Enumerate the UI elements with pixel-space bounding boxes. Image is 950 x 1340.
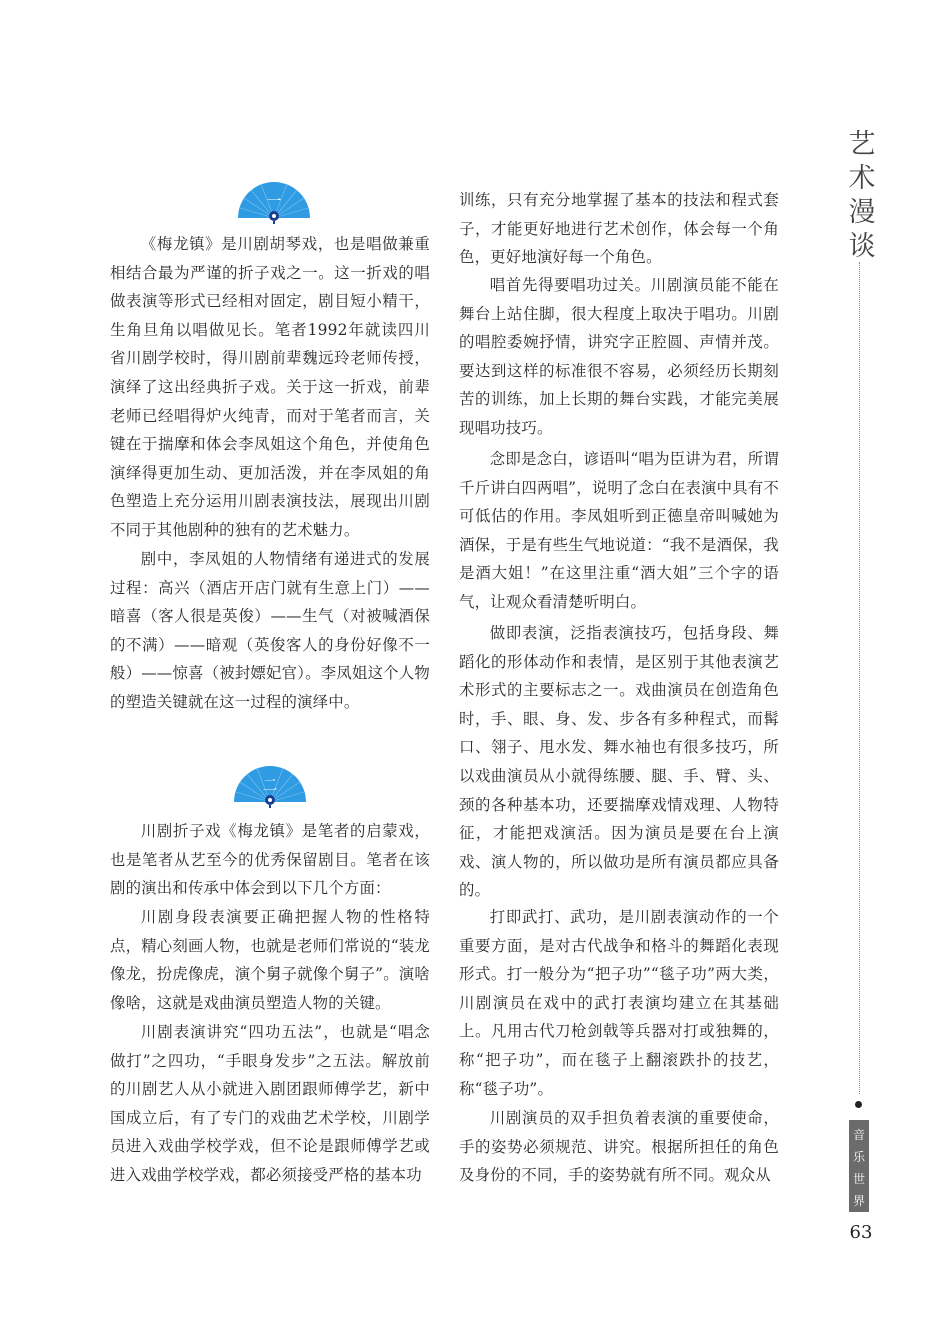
magazine-char: 音 <box>852 1128 865 1142</box>
column-title-char: 谈 <box>848 231 876 262</box>
dotted-divider <box>859 262 860 1094</box>
paragraph: 《梅龙镇》是川剧胡琴戏，也是唱做兼重相结合最为严谨的折子戏之一。这一折戏的唱做表演等形式已经相对固定，剧目短小精干，生角旦角以唱做见长。笔者1992年就读四川省川剧学校时，得川剧前辈魏远玲老师传授，演绎了这出经典折子戏。关于这一折戏，前辈老师已经唱得炉火纯青，而对于笔者而言，关键在于揣摩和体会李凤姐这个角色，并使角色演绎得更加生动、更加活泼，并在李凤姐的角色塑造上充分运用川剧表演技法，展现出川剧不同于其他剧种的独有的艺术魅力。 <box>110 235 430 539</box>
magazine-char: 乐 <box>852 1150 865 1164</box>
paragraph: 剧中，李凤姐的人物情绪有递进式的发展过程：高兴（酒店开店门就有生意上门）——暗喜（客人很是英俊）——生气（对被喊酒保的不满）——暗观（英俊客人的身份好像不一般）——惊喜（被封嫖妃官）。李凤姐这个人物的塑造关键就在这一过程的演绎中。 <box>110 550 430 711</box>
magazine-label <box>849 1120 869 1212</box>
bullet-dot <box>855 1101 862 1108</box>
page-number: 63 <box>849 1222 873 1243</box>
column-title-char: 漫 <box>848 197 876 228</box>
column-title-char: 艺 <box>848 129 876 160</box>
paragraph: 做即表演，泛指表演技巧，包括身段、舞蹈化的形体动作和表情，是区别于其他表演艺术形式的主要标志之一。戏曲演员在创造角色时，手、眼、身、发、步各有多种程式，而髯口、翎子、甩水发、舞水袖也有很多技巧，所以戏曲演员从小就得练腰、腿、手、臂、头、颈的各种基本功，还要揣摩戏情戏理、人物特征，才能把戏演活。因为演员是要在台上演戏、演人物的，所以做功是所有演员都应具备的。 <box>459 624 779 900</box>
paragraph: 川剧身段表演要正确把握人物的性格特点，精心刻画人物，也就是老师们常说的“装龙像龙，扮虎像虎，演个舅子就像个舅子”。演啥像啥，这就是戏曲演员塑造人物的关键。 <box>110 908 430 1012</box>
column-title-char: 术 <box>848 163 876 194</box>
section-number-1: 一 <box>266 192 282 210</box>
paragraph: 川剧表演讲究“四功五法”，也就是“唱念做打”之四功，“手眼身发步”之五法。解放前的川剧艺人从小就进入剧团跟师傅学艺，新中国成立后，有了专门的戏曲艺术学校，川剧学员进入戏曲学校学戏，但不论是跟师傅学艺或进入戏曲学校学戏，都必须接受严格的基本功 <box>110 1023 430 1184</box>
paragraph: 打即武打、武功，是川剧表演动作的一个重要方面，是对古代战争和格斗的舞蹈化表现形式。打一般分为“把子功”“毯子功”两大类，川剧演员在戏中的武打表演均建立在其基础上。凡用古代刀枪剑戟等兵器对打或独舞的，称“把子功”，而在毯子上翻滚跌扑的技艺，称“毯子功”。 <box>459 908 779 1098</box>
paragraph: 川剧折子戏《梅龙镇》是笔者的启蒙戏，也是笔者从艺至今的优秀保留剧目。笔者在该剧的演出和传承中体会到以下几个方面： <box>110 822 430 898</box>
column-title <box>845 128 879 264</box>
paragraph: 川剧演员的双手担负着表演的重要使命，手的姿势必须规范、讲究。根据所担任的角色及身份的不同，手的姿势就有所不同。观众从 <box>459 1109 779 1185</box>
section-fan-icon <box>232 762 308 808</box>
section-fan-icon <box>236 178 312 224</box>
section-number-2: 二 <box>262 776 278 794</box>
paragraph: 训练，只有充分地掌握了基本的技法和程式套子，才能更好地进行艺术创作，体会每一个角色，更好地演好每一个角色。 <box>459 191 779 267</box>
paragraph: 唱首先得要唱功过关。川剧演员能不能在舞台上站住脚，很大程度上取决于唱功。川剧的唱腔委婉抒情，讲究字正腔圆、声情并茂。要达到这样的标准很不容易，必须经历长期刻苦的训练，加上长期的舞台实践，才能完美展现唱功技巧。 <box>459 276 779 437</box>
magazine-char: 世 <box>852 1172 865 1186</box>
paragraph: 念即是念白，谚语叫“唱为臣讲为君，所谓千斤讲白四两唱”，说明了念白在表演中具有不可低估的作用。李凤姐听到正德皇帝叫喊她为酒保，于是有些生气地说道：“我不是酒保，我是酒大姐！”在这里注重“酒大姐”三个字的语气，让观众看清楚听明白。 <box>459 450 779 611</box>
magazine-char: 界 <box>852 1194 865 1208</box>
